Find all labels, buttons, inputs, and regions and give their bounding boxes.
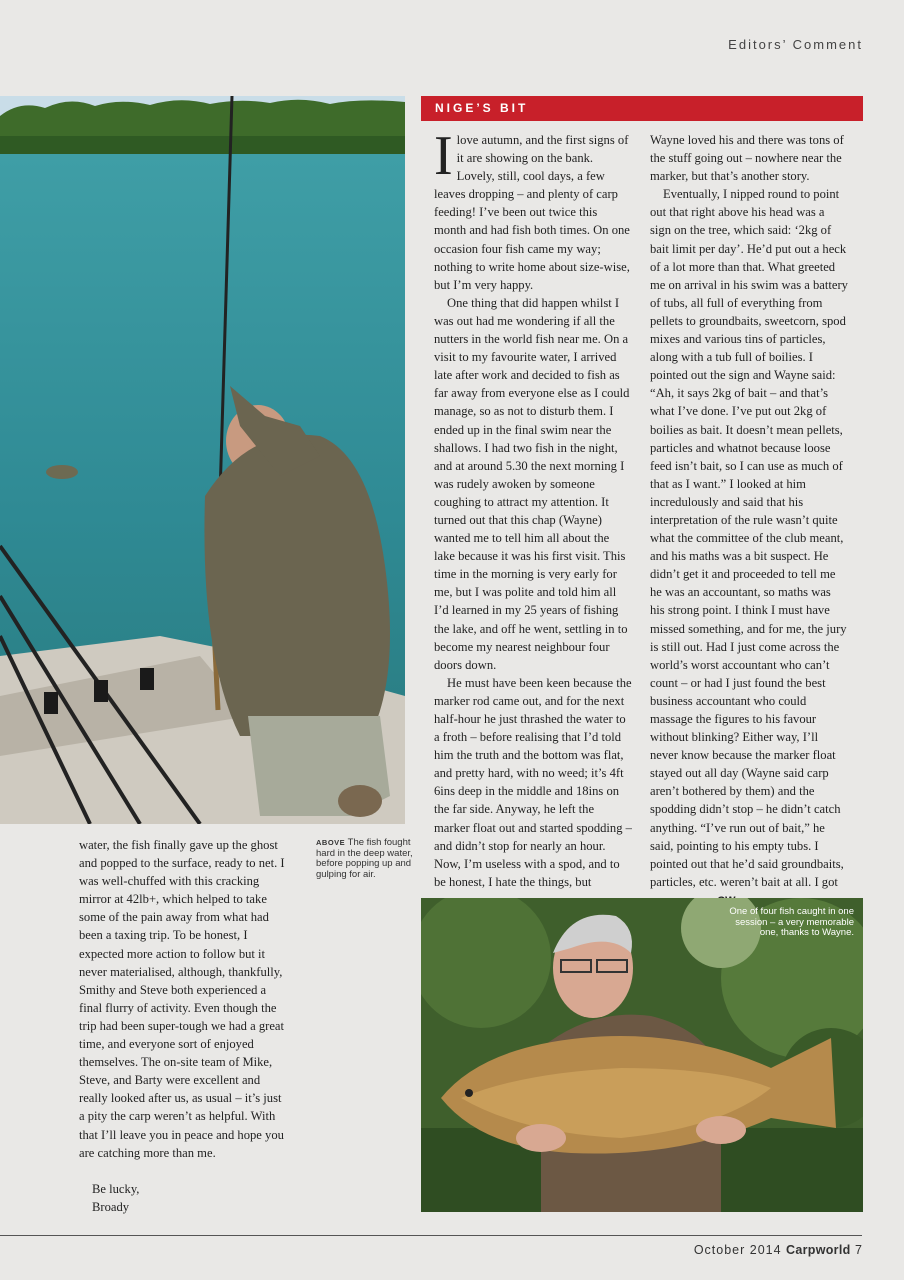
article-column-1 xyxy=(434,125,632,891)
footer-magazine: Carpworld xyxy=(786,1243,851,1257)
section-banner xyxy=(421,96,863,121)
photo-caption-left xyxy=(316,838,416,880)
caption-label: ABOVE xyxy=(316,838,346,847)
page-footer xyxy=(694,1243,863,1257)
footer-date: October 2014 xyxy=(693,1243,782,1257)
article-column-2 xyxy=(650,131,848,910)
left-column xyxy=(79,836,289,1216)
left-column-text: water, the fish finally gave up the ghost and popped to the surface, ready to net. I was well-chuffed with this cracking mirror at 42lb+, which helped to take some of the pain away from what had been a taxing trip. To be honest, I expected more action to follow but it never materialised, although, thankfully, Smithy and Steve both experienced a final flurry of activity. Even though the trip had been super-tough we had a great time, and everyone sort of enjoyed themselves. The on-site team of Mike, Steve, and Barty were excellent and really looked after us, as usual – it’s just a pity the carp weren’t as helpful. With that I’ll leave you in peace and hope you are catching more than me. xyxy=(79,838,285,1160)
drop-cap: I xyxy=(434,125,453,187)
carp-photo xyxy=(421,898,863,1212)
caption-text: The fish fought hard in the deep water, before popping up and gulping for air. xyxy=(316,837,413,880)
photo-caption-right: One of four fish caught in one session – a very memorable one, thanks to Wayne. xyxy=(729,906,854,939)
page-number: 7 xyxy=(855,1243,863,1257)
banner-title: NIGE’S BIT xyxy=(435,101,529,115)
angler-photo xyxy=(0,96,405,824)
article-intro xyxy=(434,125,632,294)
article-para-4: Wayne loved his and there was tons of the stuff going out – nowhere near the marker, but that’s another story. xyxy=(650,133,844,184)
footer-divider xyxy=(0,1235,862,1236)
article-para-5 xyxy=(650,185,848,910)
article-para-2: One thing that did happen whilst I was out had me wondering if all the nutters in the world fish near me. On a visit to my favourite water, I arrived late after work and decided to fish as far away from everyone else as I could manage, so as not to disturb them. I ended up in the final swim near the shallows. I had two fish in the night, and at around 5.30 the next morning I was rudely awoken by someone coughing to attract my attention. It turned out that this chap (Wayne) wanted me to tell him all about the lake because it was his first visit. This time in the morning is very early for me, but I was polite and told him all I’d learned in my 25 years of fishing the lake, and off he went, settling in to become my nearest neighbour four doors down. xyxy=(434,295,630,672)
section-header: Editors’ Comment xyxy=(728,37,863,52)
signoff-line-1: Be lucky, xyxy=(92,1181,140,1196)
article-para-5-text: Eventually, I nipped round to point out that right above his head was a sign on the tree, which said: ‘2kg of bait limit per day’. He’d put out a heck of a lot more than that. What greeted me on arrival in his swim was a battery of tubs, all full of everything from pellets to groundbaits, sweetcorn, spod mixes and various tins of particles, along with a tub full of boilies. I pointed out the sign and Wayne said: “Ah, it says 2kg of bait – and that’s what I’ve done. I’ve put out 2kg of boilies as bait. It doesn’t mean pellets, particles and whatnot because loose feed isn’t bait, so I can use as much of that as I want.” I looked at him incredulously and said that his interpretation of the rule wasn’t quite what the committee of the club meant, and his maths was a bit suspect. He didn’t get it and proceeded to tell me he was an accountant, so maths was his strong point. I think I must have missed something, and for me, the jury is still out. Had I just come across the world’s worst accountant who can’t count – or had I just found the best business accountant who could massage the figures to his favour without blinking? Either way, I’ll never know because the marker float stayed out all day (Wayne said carp aren’t bothered by them) and the spodding didn’t stop – he didn’t catch anything. “I’ve run out of bait,” he said, pointing to his empty tubs. I pointed out that he’d said groundbaits, particles, etc. weren’t bait at all. I got xyxy=(650,187,848,889)
article-para-3: He must have been keen because the marker rod came out, and for the next half-hour he just thrashed the water to a froth – before realising that I’d told him the truth and the bottom was flat, and pretty hard, with no weed; it’s 4ft 6ins deep in the middle and 18ins on the far side. Anyway, he left the marker float out and started spodding – and didn’t stop for nearly an hour. Now, I’m useless with a spod, and to be honest, I hate the things, but xyxy=(434,675,632,889)
signoff-line-2: Broady xyxy=(92,1199,130,1214)
article-para-1: love autumn, and the first signs of it are showing on the bank. Lovely, still, cool days, a few leaves dropping – and plenty of carp feeding! I’ve been out twice this month and had fish both times. On one occasion four fish came my way; nothing to write home about size-wise, but I’m very happy. xyxy=(434,133,630,292)
